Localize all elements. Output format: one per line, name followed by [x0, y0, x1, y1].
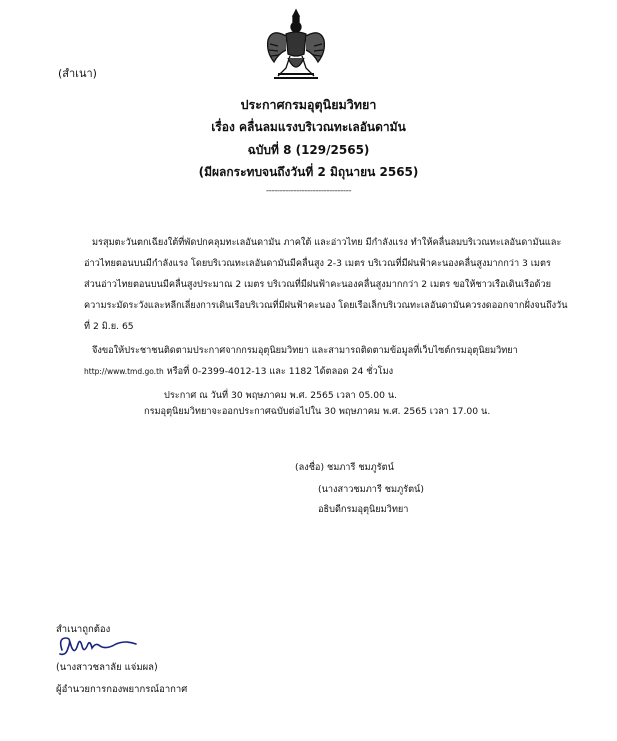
- certifier-title: ผู้อำนวยการกองพยากรณ์อากาศ: [56, 684, 188, 695]
- website-link[interactable]: http://www.tmd.go.th: [84, 367, 164, 376]
- body-paragraph-1: [84, 232, 568, 337]
- announcement-subject: เรื่อง คลื่นลมแรงบริเวณทะเลอันดามัน: [211, 120, 406, 134]
- body-paragraph-1-text: มรสุมตะวันตกเฉียงใต้ที่พัดปกคลุมทะเลอันดามัน ภาคใต้ และอ่าวไทย มีกำลังแรง ทำให้คลื่นลมบริเวณทะเลอันดามันและอ่าวไทยตอนบนมีกำลังแรง โดยบริเวณทะเลอันดามันมีคลื่นสูง 2-3 เมตร บริเวณที่มีฝนฟ้าคะนองคลื่นสูงมากกว่า 3 เมตร ส่วนอ่าวไทยตอนบนมีคลื่นสูงประมาณ 2 เมตร บริเวณที่มีฝนฟ้าคะนองคลื่นสูงมากกว่า 2 เมตร ขอให้ชาวเรือเดินเรือด้วยความระมัดระวังและหลีกเลี่ยงการเดินเรือบริเวณที่มีฝนฟ้าคะนอง โดยเรือเล็กบริเวณทะเลอันดามันควรงดออกจากฝั่งจนถึงวันที่ 2 มิ.ย. 65: [84, 237, 568, 332]
- announced-datetime: ประกาศ ณ วันที่ 30 พฤษภาคม พ.ศ. 2565 เวลา 05.00 น.: [164, 390, 398, 401]
- body-paragraph-2-tail: หรือที่ 0-2399-4012-13 และ 1182 ได้ตลอด 24 ชั่วโมง: [163, 366, 394, 377]
- body-paragraph-2-text: จึงขอให้ประชาชนติดตามประกาศจากกรมอุตุนิยมวิทยา และสามารถติดตามข้อมูลที่เว็บไซต์กรมอุตุนิยมวิทยา: [92, 345, 518, 356]
- body-paragraph-2: [84, 340, 568, 382]
- title-separator: -------------------------------: [265, 186, 352, 196]
- handwritten-signature-icon: [56, 632, 142, 660]
- announcement-title: ประกาศกรมอุตุนิยมวิทยา: [240, 97, 377, 112]
- certifier-name: (นางสาวชลาลัย แจ่มผล): [56, 662, 158, 673]
- next-issue-notice: กรมอุตุนิยมวิทยาจะออกประกาศฉบับต่อไปใน 30 พฤษภาคม พ.ศ. 2565 เวลา 17.00 น.: [144, 406, 491, 417]
- garuda-emblem-icon: [264, 6, 328, 86]
- signer-title: อธิบดีกรมอุตุนิยมวิทยา: [318, 504, 409, 515]
- issue-number: ฉบับที่ 8 (129/2565): [247, 143, 370, 157]
- signer-full-name: (นางสาวชมภารี ชมภูรัตน์): [318, 484, 424, 495]
- signed-line: (ลงชื่อ) ชมภารี ชมภูรัตน์: [295, 462, 394, 473]
- copy-label: (สำเนา): [58, 67, 97, 80]
- effective-period: (มีผลกระทบจนถึงวันที่ 2 มิถุนายน 2565): [198, 165, 419, 179]
- certified-copy-label: สำเนาถูกต้อง: [56, 624, 111, 635]
